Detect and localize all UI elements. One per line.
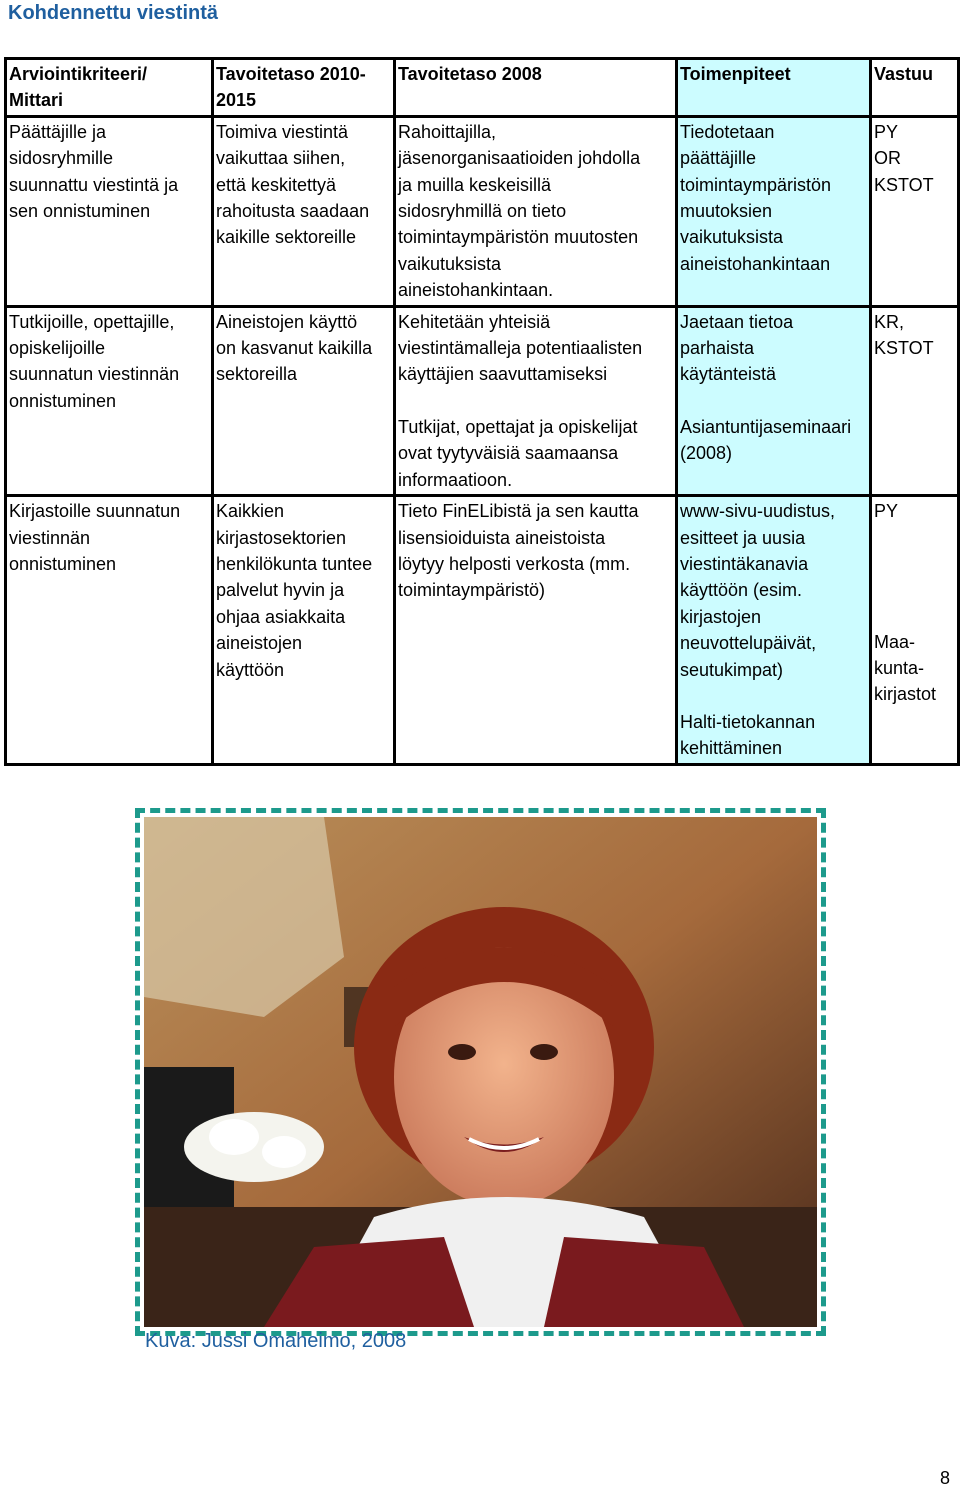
criterion-cell: Päättäjille ja sidosryhmille suunnattu viestintä ja sen onnistuminen (6, 116, 213, 306)
header-responsible: Vastuu (871, 59, 959, 117)
page-number: 8 (939, 1468, 950, 1488)
header-actions: Toimenpiteet (677, 59, 871, 117)
table-row (6, 306, 959, 495)
header-target-2008: Tavoitetaso 2008 (395, 59, 677, 117)
target-2008-cell: Rahoittajilla, jäsenorganisaatioiden johdolla ja muilla keskeisillä sidosryhmillä on tieto toimintaympäristön muutosten vaikutuksista aineistohankintaan. (395, 116, 677, 306)
responsible-cell: PY Maa- kunta- kirjastot (871, 496, 959, 765)
table-row (6, 116, 959, 306)
target-2008-cell: Kehitetään yhteisiä viestintämalleja potentiaalisten käyttäjien saavuttamiseksi Tutkijat, opettajat ja opiskelijat ovat tyytyväisiä saamaansa informaatioon. (395, 306, 677, 495)
portrait-photo (144, 817, 817, 1327)
photo-caption: Kuva: Jussi Omaheimo, 2008 (145, 1330, 407, 1352)
photo-frame (135, 808, 826, 1336)
actions-cell: Tiedotetaan päättäjille toimintaympäristön muutoksien vaikutuksista aineistohankintaan (677, 116, 871, 306)
actions-cell: www-sivu-uudistus, esitteet ja uusia viestintäkanavia käyttöön (esim. kirjastojen neuvottelupäivät, seutukimpat) Halti-tietokannan kehittäminen (677, 496, 871, 765)
table-row (6, 496, 959, 765)
criterion-cell: Tutkijoille, opettajille, opiskelijoille suunnatun viestinnän onnistuminen (6, 306, 213, 495)
section-heading: Kohdennettu viestintä (8, 2, 219, 24)
criterion-cell: Kirjastoille suunnatun viestinnän onnistuminen (6, 496, 213, 765)
target-2008-cell: Tieto FinELibistä ja sen kautta lisensioiduista aineistoista löytyy helposti verkosta (mm. toimintaympäristö) (395, 496, 677, 765)
actions-cell: Jaetaan tietoa parhaista käytänteistä Asiantuntijaseminaari (2008) (677, 306, 871, 495)
photo-portrait-icon (144, 817, 817, 1327)
responsible-cell: KR, KSTOT (871, 306, 959, 495)
header-target-2015: Tavoitetaso 2010- 2015 (213, 59, 395, 117)
table-header-row (6, 59, 959, 117)
target-2015-cell: Toimiva viestintä vaikuttaa siihen, että keskitettyä rahoitusta saadaan kaikille sektoreille (213, 116, 395, 306)
communication-plan-table (4, 57, 960, 766)
target-2015-cell: Aineistojen käyttö on kasvanut kaikilla sektoreilla (213, 306, 395, 495)
target-2015-cell: Kaikkien kirjastosektorien henkilökunta tuntee palvelut hyvin ja ohjaa asiakkaita aineistojen käyttöön (213, 496, 395, 765)
header-criterion: Arviointikriteeri/ Mittari (6, 59, 213, 117)
responsible-cell: PY OR KSTOT (871, 116, 959, 306)
